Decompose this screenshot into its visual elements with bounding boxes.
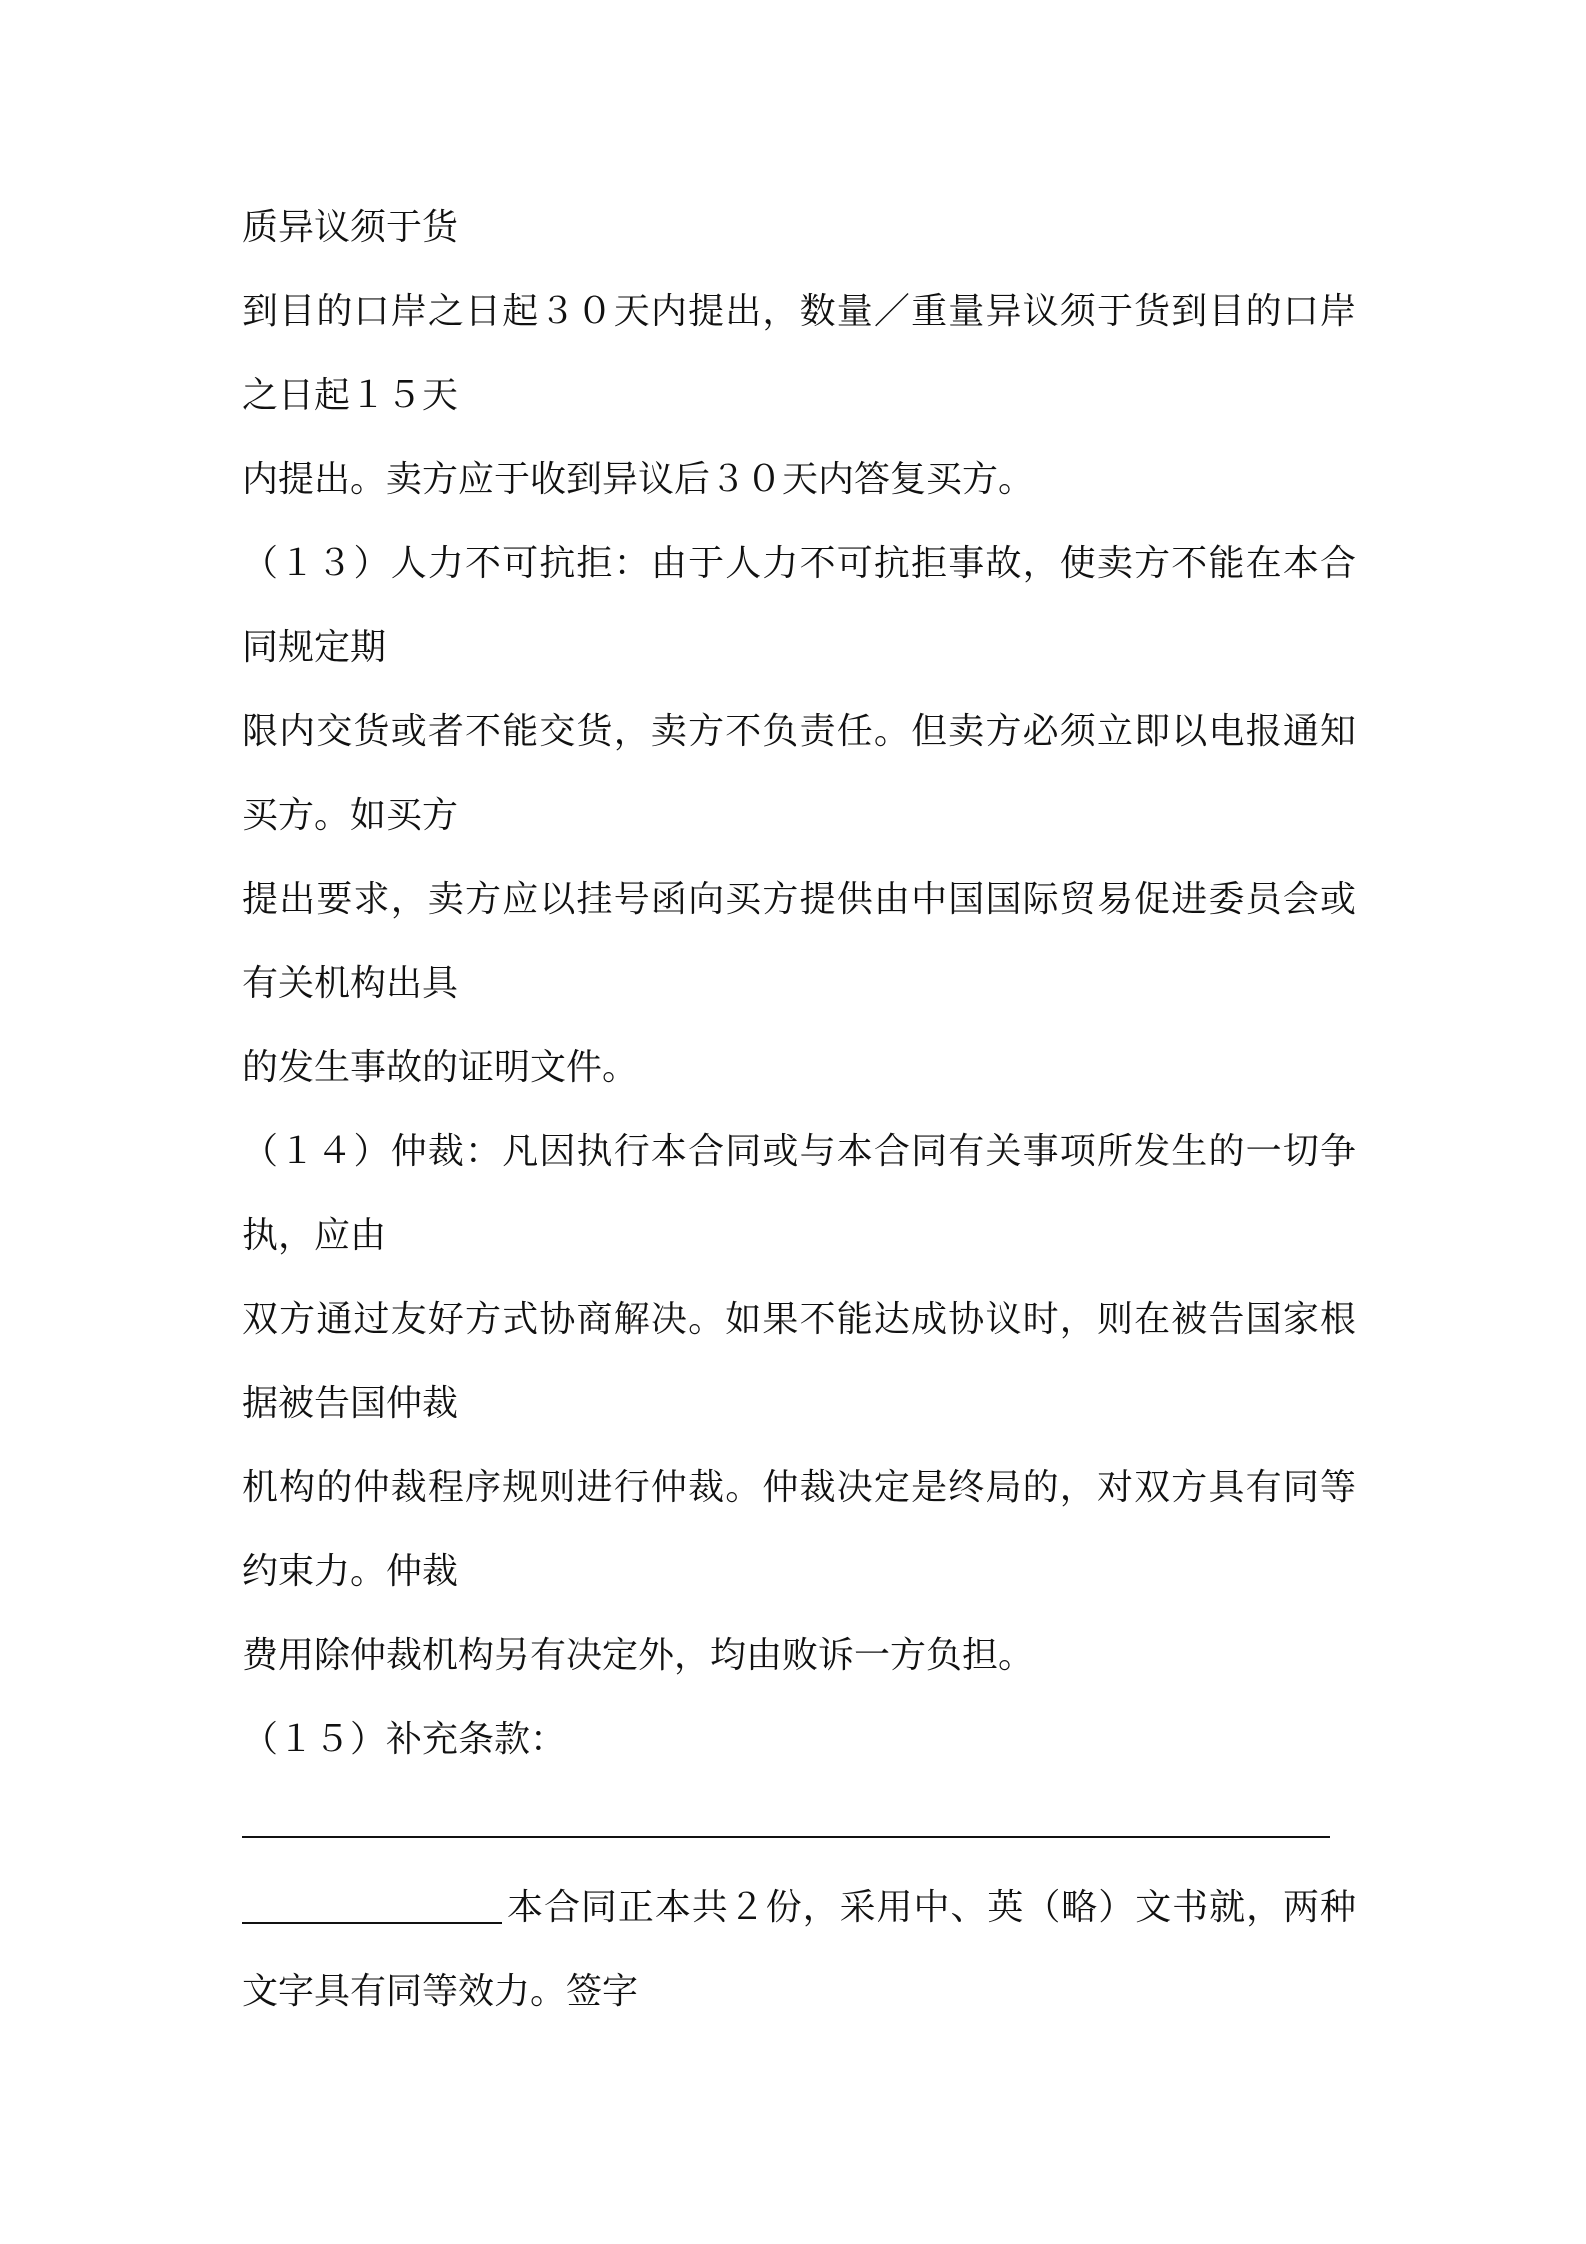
clause-15-heading-line: （１５）补充条款： bbox=[242, 1719, 567, 1760]
closing-line: 文字具有同等效力。签字 bbox=[242, 1971, 639, 2012]
supplementary-terms-blank-line bbox=[242, 1836, 1330, 1838]
supplementary-terms-blank-row bbox=[242, 1782, 1356, 1866]
document-line: 执，应由 bbox=[242, 1215, 387, 1256]
document-line: 买方。如买方 bbox=[242, 795, 459, 836]
closing-line bbox=[242, 1866, 1356, 1950]
document-line: 双方通过友好方式协商解决。如果不能达成协议时，则在被告国家根 bbox=[242, 1299, 1356, 1340]
document-line: 限内交货或者不能交货，卖方不负责任。但卖方必须立即以电报通知 bbox=[242, 711, 1356, 752]
document-line: 约束力。仲裁 bbox=[242, 1551, 459, 1592]
document-line: 到目的口岸之日起３０天内提出，数量／重量异议须于货到目的口岸 bbox=[242, 291, 1356, 332]
document-line: 据被告国仲裁 bbox=[242, 1383, 459, 1424]
closing-line-text: 本合同正本共２份，采用中、英（略）文书就，两种 bbox=[507, 1887, 1356, 1928]
document-line: 有关机构出具 bbox=[242, 963, 459, 1004]
contract-text-block bbox=[242, 186, 1356, 2034]
clause-13-heading-line: （１３）人力不可抗拒：由于人力不可抗拒事故，使卖方不能在本合 bbox=[242, 543, 1356, 584]
document-line: 提出要求，卖方应以挂号函向买方提供由中国国际贸易促进委员会或 bbox=[242, 879, 1356, 920]
document-line: 机构的仲裁程序规则进行仲裁。仲裁决定是终局的，对双方具有同等 bbox=[242, 1467, 1356, 1508]
document-line: 质异议须于货 bbox=[242, 207, 459, 248]
document-line: 之日起１５天 bbox=[242, 375, 459, 416]
document-line: 费用除仲裁机构另有决定外，均由败诉一方负担。 bbox=[242, 1635, 1035, 1676]
document-line: 的发生事故的证明文件。 bbox=[242, 1047, 639, 1088]
document-line: 同规定期 bbox=[242, 627, 387, 668]
document-line: 内提出。卖方应于收到异议后３０天内答复买方。 bbox=[242, 459, 1035, 500]
fill-in-blank bbox=[242, 1866, 502, 1924]
clause-14-heading-line: （１４）仲裁：凡因执行本合同或与本合同有关事项所发生的一切争 bbox=[242, 1131, 1356, 1172]
